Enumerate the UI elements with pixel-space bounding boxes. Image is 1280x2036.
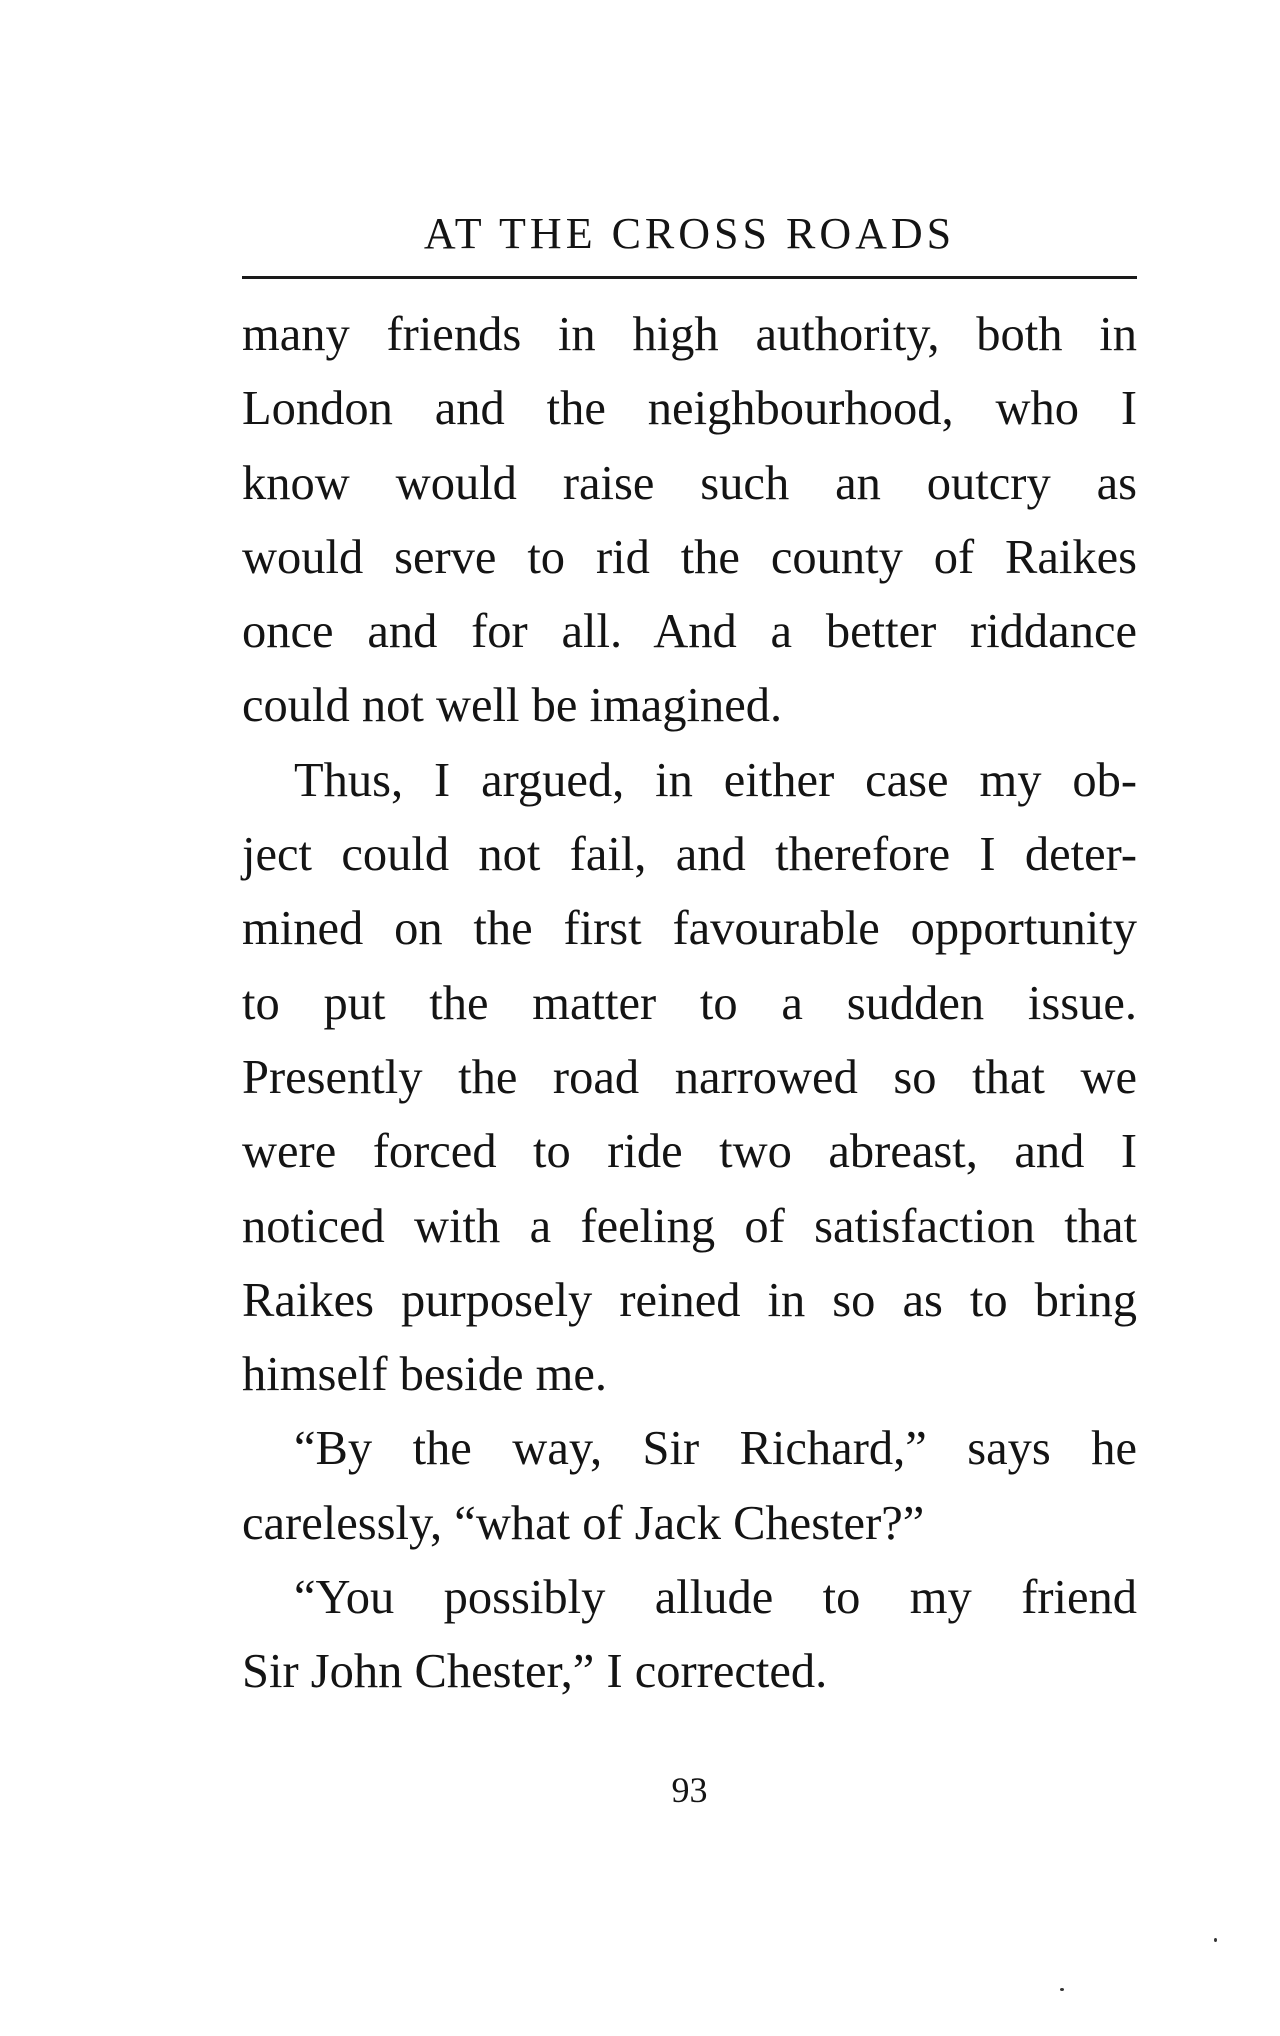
text-line: could not well be imagined.: [242, 679, 783, 733]
text-line: Sir John Chester,” I corrected.: [242, 1645, 828, 1699]
text-line: mined on the first favourable opportunity: [242, 902, 1137, 956]
text-line: carelessly, “what of Jack Chester?”: [242, 1496, 925, 1550]
text-line: once and for all. And a better riddance: [242, 605, 1137, 659]
text-line: many friends in high authority, both in: [242, 308, 1137, 361]
text-line: “You possibly allude to my friend: [294, 1571, 1137, 1625]
text-line: “By the way, Sir Richard,” says he: [294, 1422, 1137, 1476]
scan-speck: [1060, 1988, 1064, 1991]
text-line: himself beside me.: [242, 1348, 608, 1402]
scan-speck: [1214, 1938, 1217, 1942]
text-line: Presently the road narrowed so that we: [242, 1050, 1137, 1104]
text-line: ject could not fail, and therefore I deter-: [242, 828, 1137, 882]
text-line: noticed with a feeling of satisfaction that: [242, 1199, 1137, 1253]
page-number: 93: [671, 1770, 708, 1810]
text-line: London and the neighbourhood, who I: [242, 382, 1137, 436]
body-text: [242, 298, 1137, 1710]
text-line: know would raise such an outcry as: [242, 456, 1137, 510]
running-head: AT THE CROSS ROADS: [423, 209, 956, 258]
header-rule: [242, 276, 1137, 279]
text-line: to put the matter to a sudden issue.: [242, 976, 1137, 1030]
text-line: Thus, I argued, in either case my ob-: [294, 753, 1137, 807]
text-line: Raikes purposely reined in so as to bring: [242, 1273, 1137, 1327]
text-line: would serve to rid the county of Raikes: [242, 530, 1137, 584]
text-line: were forced to ride two abreast, and I: [242, 1125, 1137, 1179]
